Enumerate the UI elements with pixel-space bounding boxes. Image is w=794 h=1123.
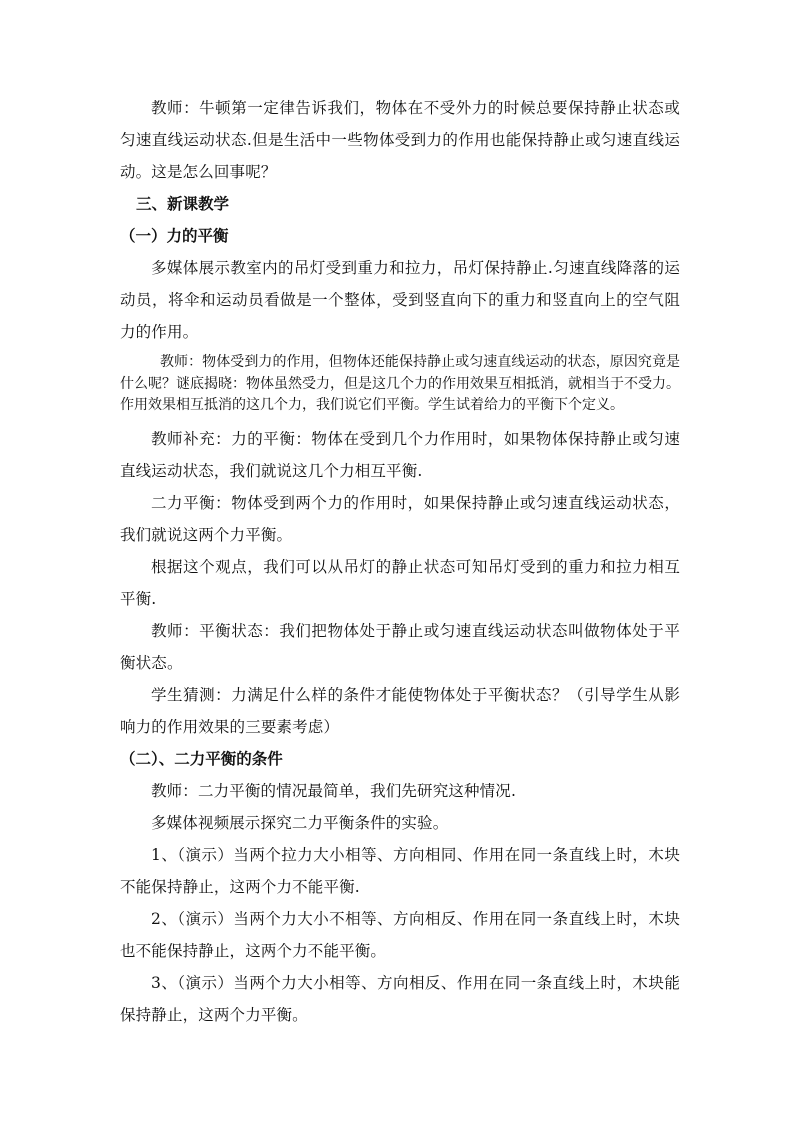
paragraph-teacher-question: 教师：物体受到力的作用，但物体还能保持静止或匀速直线运动的状态，原因究竟是什么呢？谜底揭晓：物体虽然受力，但是这几个力的作用效果互相抵消，就相当于不受力。作用效果相互抵消的这几个力，我们说它们平衡。学生试着给力的平衡下个定义。	[120, 354, 680, 413]
paragraph-demo-1: 1、（演示）当两个拉力大小相等、方向相同、作用在同一条直线上时，木块不能保持静止，这两个力不能平衡.	[120, 845, 680, 896]
paragraph-balance-state: 教师：平衡状态：我们把物体处于静止或匀速直线运动状态叫做物体处于平衡状态。	[120, 621, 680, 672]
paragraph-multimedia-lamp: 多媒体展示教室内的吊灯受到重力和拉力，吊灯保持静止.匀速直线降落的运动员，将伞和运动员看做是一个整体，受到竖直向下的重力和竖直向上的空气阻力的作用。	[120, 259, 680, 341]
paragraph-demo-2: 2、（演示）当两个力大小不相等、方向相反、作用在同一条直线上时，木块也不能保持静止，这两个力不能平衡。	[120, 909, 680, 960]
subsection-heading-balance-conditions: （二）、二力平衡的条件	[120, 748, 283, 768]
paragraph-lamp-viewpoint: 根据这个观点，我们可以从吊灯的静止状态可知吊灯受到的重力和拉力相互平衡.	[120, 557, 680, 608]
document-body	[120, 92, 680, 1031]
paragraph-teacher-supplement: 教师补充：力的平衡：物体在受到几个力作用时，如果物体保持静止或匀速直线运动状态，我们就说这几个力相互平衡.	[120, 429, 680, 480]
paragraph-student-guess: 学生猜测：力满足什么样的条件才能使物体处于平衡状态？（引导学生从影响力的作用效果的三要素考虑）	[120, 685, 680, 736]
paragraph-intro: 教师：牛顿第一定律告诉我们，物体在不受外力的时候总要保持静止状态或匀速直线运动状态.但是生活中一些物体受到力的作用也能保持静止或匀速直线运动。这是怎么回事呢？	[120, 99, 680, 181]
subsection-heading-force-balance: （一）力的平衡	[120, 226, 229, 245]
paragraph-two-force-balance: 二力平衡：物体受到两个力的作用时，如果保持静止或匀速直线运动状态，我们就说这两个力平衡。	[120, 493, 680, 544]
section-heading-new-lesson: 三、新课教学	[136, 194, 230, 213]
paragraph-demo-3: 3、（演示）当两个力大小相等、方向相反、作用在同一条直线上时，木块能保持静止，这两个力平衡。	[120, 973, 680, 1024]
paragraph-simplest-case: 教师：二力平衡的情况最简单，我们先研究这种情况.	[151, 781, 517, 800]
paragraph-video-experiment: 多媒体视频展示探究二力平衡条件的实验。	[151, 813, 449, 832]
